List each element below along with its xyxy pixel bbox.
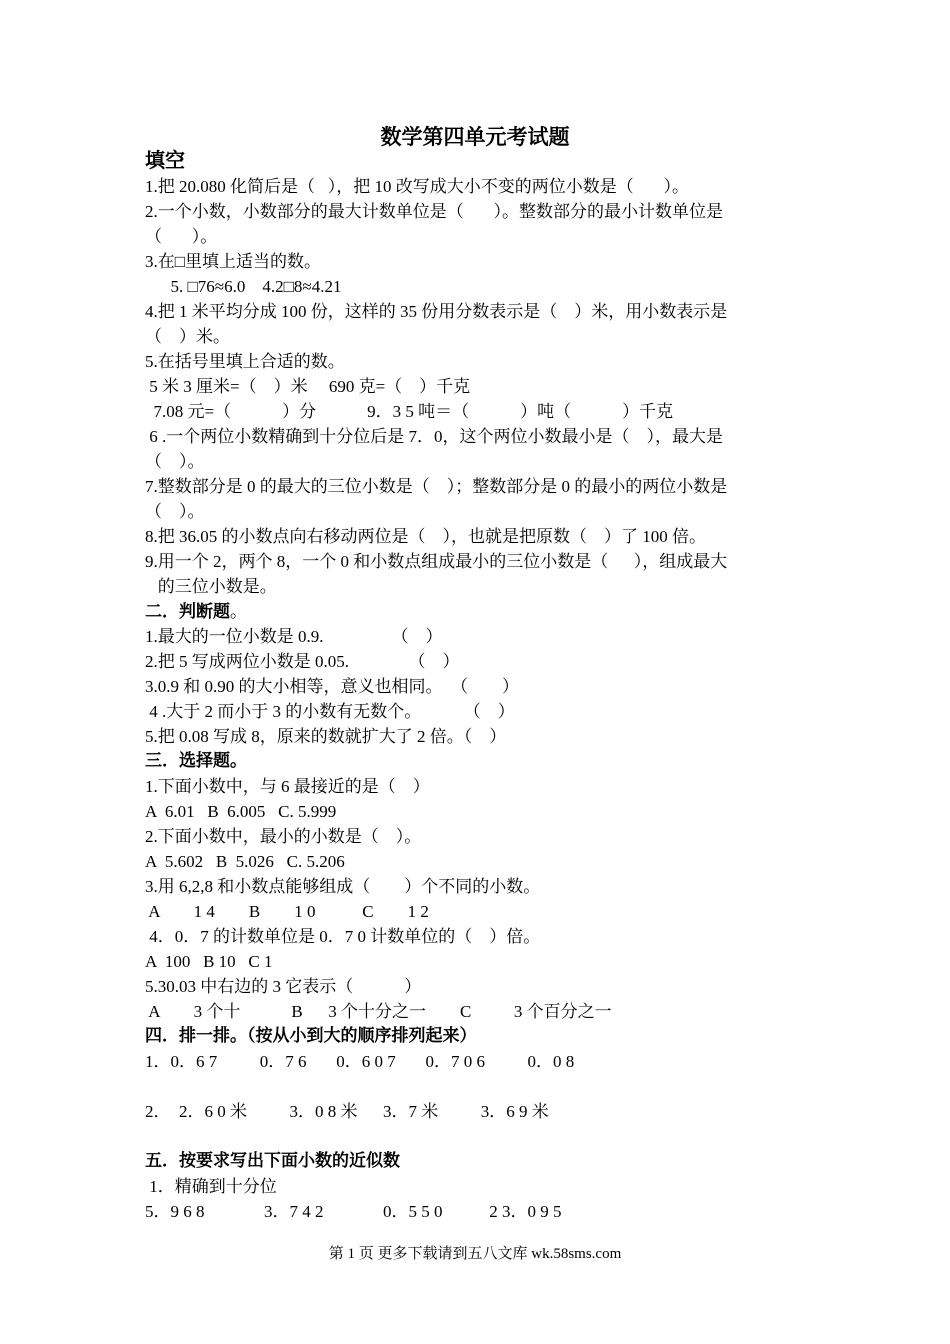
- question-3-line-2: 5. □76≈6.0 4.2□8≈4.21: [145, 277, 342, 296]
- ordering-1: 1．0．6 7 0．7 6 0．6 0 7 0．7 0 6 0．0 8: [145, 1052, 575, 1071]
- question-8: 8.把 36.05 的小数点向右移动两位是（ ），也就是把原数（ ）了 100 倍。: [145, 527, 706, 546]
- question-4-line-1: 4.把 1 米平均分成 100 份，这样的 35 份用分数表示是（ ）米，用小数表示是: [145, 302, 728, 321]
- choice-3-question: 3.用 6,2,8 和小数点能够组成（ ）个不同的小数。: [145, 877, 541, 896]
- question-6-line-2: （ ）。: [145, 452, 205, 471]
- approximation-instruction: 1．精确到十分位: [145, 1177, 277, 1196]
- choice-4-question: 4．0．7 的计数单位是 0．7 0 计数单位的（ ）倍。: [145, 927, 541, 946]
- question-9-line-2: 的三位小数是。: [145, 577, 277, 596]
- section-heading-approximation: 五．按要求写出下面小数的近似数: [145, 1151, 400, 1171]
- choice-5-question: 5.30.03 中右边的 3 它表示（ ）: [145, 977, 422, 996]
- section-heading-true-false-suffix: 。: [230, 602, 247, 621]
- question-9-line-1: 9.用一个 2，两个 8，一个 0 和小数点组成最小的三位小数是（ ），组成最大: [145, 552, 728, 571]
- question-7-line-1: 7.整数部分是 0 的最大的三位小数是（ ）；整数部分是 0 的最小的两位小数是: [145, 477, 728, 496]
- judge-5: 5.把 0.08 写成 8，原来的数就扩大了 2 倍。（ ）: [145, 727, 507, 746]
- section-heading-ordering: 四．排一排。（按从小到大的顺序排列起来）: [145, 1026, 477, 1046]
- choice-1-question: 1.下面小数中，与 6 最接近的是（ ）: [145, 777, 430, 796]
- question-2-line-2: （ ）。: [145, 227, 218, 246]
- choice-4-options: A 100 B 10 C 1: [145, 952, 273, 971]
- question-4-line-2: （ ）米。: [145, 327, 230, 346]
- section-heading-true-false: [145, 599, 810, 625]
- question-3-line-1: 3.在□里填上适当的数。: [145, 252, 322, 271]
- section-heading-true-false-label: 二．判断题: [145, 602, 230, 622]
- judge-1: 1.最大的一位小数是 0.9. （ ）: [145, 627, 443, 646]
- question-5-line-1: 5.在括号里填上合适的数。: [145, 352, 345, 371]
- ordering-2: 2． 2．6 0 米 3．0 8 米 3．7 米 3．6 9 米: [145, 1102, 549, 1121]
- question-7-line-2: （ ）。: [145, 502, 205, 521]
- choice-2-options: A 5.602 B 5.026 C. 5.206: [145, 852, 345, 871]
- approximation-numbers: 5．9 6 8 3．7 4 2 0．5 5 0 2 3．0 9 5: [145, 1202, 562, 1221]
- judge-4: 4 .大于 2 而小于 3 的小数有无数个。 （ ）: [145, 702, 515, 721]
- judge-2: 2.把 5 写成两位小数是 0.05. （ ）: [145, 652, 460, 671]
- choice-5-options: A 3 个十 B 3 个十分之一 C 3 个百分之一: [145, 1002, 612, 1021]
- judge-3: 3.0.9 和 0.90 的大小相等，意义也相同。 （ ）: [145, 677, 519, 696]
- section-heading-choice: 三．选择题。: [145, 751, 247, 771]
- page-footer: 第 1 页 更多下载请到五八文库 wk.58sms.com: [328, 1246, 622, 1262]
- choice-2-question: 2.下面小数中，最小的小数是（ ）。: [145, 827, 422, 846]
- page-title: 数学第四单元考试题: [380, 125, 570, 149]
- question-2-line-1: 2.一个小数，小数部分的最大计数单位是（ ）。整数部分的最小计数单位是: [145, 202, 723, 221]
- question-5-line-2: 5 米 3 厘米=（ ）米 690 克=（ ）千克: [145, 377, 471, 396]
- question-5-line-3: 7.08 元=（ ）分 9．3 5 吨＝（ ）吨（ ）千克: [145, 402, 674, 421]
- question-6-line-1: 6 .一个两位小数精确到十分位后是 7．0，这个两位小数最小是（ ），最大是: [145, 427, 723, 446]
- section-heading-fill-blank: 填空: [145, 148, 185, 172]
- choice-3-options: A 1 4 B 1 0 C 1 2: [145, 902, 429, 921]
- question-1: 1.把 20.080 化简后是（ ），把 10 改写成大小不变的两位小数是（ ）。: [145, 177, 689, 196]
- choice-1-options: A 6.01 B 6.005 C. 5.999: [145, 802, 337, 821]
